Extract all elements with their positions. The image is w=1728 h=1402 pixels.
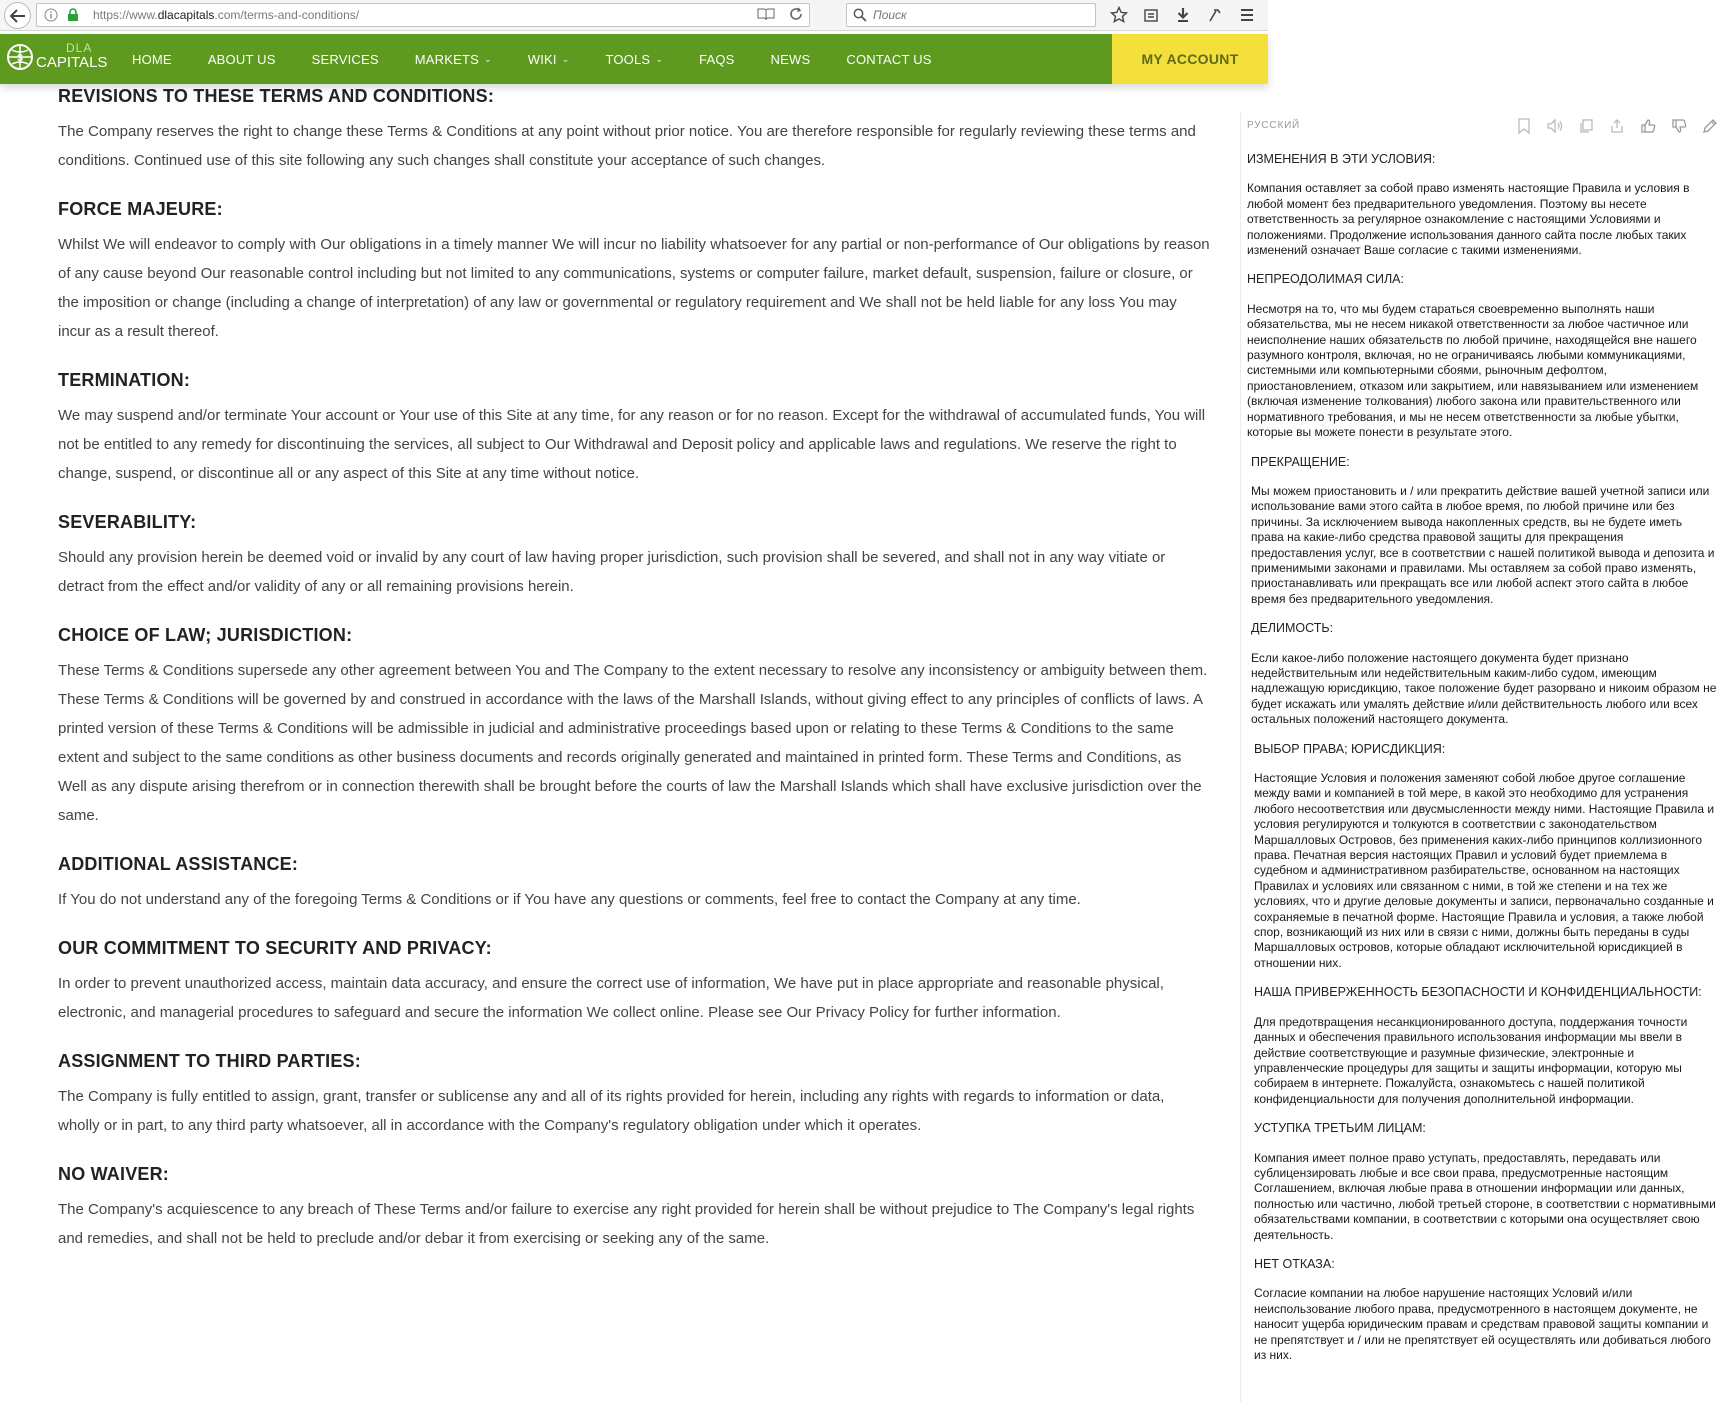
translation-block [1247, 1121, 1717, 1243]
translation-text: Настоящие Условия и положения заменяют собой любое другое соглашение между вами и компанией в той мере, в какой это необходимо для устранения любого несоответствия или двусмысленности между ними. Настоящие Правила и условия регулируются и толкуются в соответствии с законодательством Маршалловых Островов, без применения каких-либо принципов коллизионного права. Печатная версия настоящих Правил и условий будет приемлема в судебном и административном разбирательстве, основанном на настоящих Правилах и условиях или связанном с ними, в той же степени и на тех же условиях, что и другие деловые документы и записи, первоначально созданные и сохраняемые в печатной форме. Настоящие Правила и условия, а также любой спор, возникающий из них или в связи с ними, должны быть переданы в суды Маршалловых островов, которые обладают исключительной юрисдикцией в отношении них. [1254, 771, 1715, 970]
nav-item-label: FAQS [699, 51, 735, 67]
translation-block [1247, 742, 1717, 972]
section-title: TERMINATION: [58, 370, 191, 390]
terms-section [58, 199, 1210, 346]
nav-item-contact-us[interactable] [828, 52, 949, 67]
nav-item-wiki[interactable] [510, 52, 588, 67]
nav-item-label: MARKETS [414, 51, 479, 67]
address-bar[interactable] [36, 3, 810, 27]
translation-text: Согласие компании на любое нарушение настоящих Условий и/или неиспользование любого права, предусмотренного в настоящем документе, не наносит ущерба юридическим правам и средствам правовой защиты компании и не препятствует и / или не препятствует ей осуществлять или добиваться любого из них. [1254, 1286, 1711, 1362]
translation-title: ПРЕКРАЩЕНИЕ: [1251, 454, 1350, 469]
translation-panel [1240, 112, 1728, 1402]
nav-item-label: WIKI [527, 51, 557, 67]
section-body: Whilst We will endeavor to comply with Our obligations in a timely manner We will incur no liability whatsoever for any partial or non-performance of Our obligations by reason of any cause beyond Our reasonable control including but not limited to any communications, systems or computer failure, market default, suspension, failure or closure, or the imposition or change (including a change of interpretation) of any law or governmental or regulatory requirement and We shall not be held liable for any loss You may incur as a result thereof. [58, 236, 1210, 340]
search-input[interactable] [871, 7, 1075, 23]
download-icon[interactable] [1172, 5, 1194, 25]
translation-title: ДЕЛИМОСТЬ: [1251, 621, 1334, 636]
nav-item-faqs[interactable] [681, 52, 752, 67]
terms-section [58, 370, 1210, 488]
section-title: REVISIONS TO THESE TERMS AND CONDITIONS: [58, 86, 495, 106]
translation-title: НЕТ ОТКАЗА: [1254, 1256, 1335, 1271]
chevron-down-icon: ⌄ [655, 53, 664, 64]
section-body: We may suspend and/or terminate Your account or Your use of this Site at any time, for any reason or for no reason. Except for the withdrawal of accumulated funds, You will not be entitled to any remedy for discontinuing the services, all subject to Our Withdrawal and Deposit policy and applicable laws and regulations. We reserve the right to change, suspend, or discontinue all or any aspect of this Site at any time without notice. [58, 407, 1206, 482]
share-icon[interactable] [1606, 116, 1628, 136]
translation-title: ИЗМЕНЕНИЯ В ЭТИ УСЛОВИЯ: [1247, 152, 1436, 166]
nav-item-label: TOOLS [605, 51, 651, 67]
nav-item-news[interactable] [753, 52, 829, 67]
nav-menu [114, 34, 950, 84]
browser-toolbar [0, 0, 1268, 31]
search-box[interactable] [846, 3, 1096, 27]
nav-item-about-us[interactable] [190, 52, 294, 67]
section-title: ASSIGNMENT TO THIRD PARTIES: [58, 1051, 361, 1071]
section-title: ADDITIONAL ASSISTANCE: [58, 854, 299, 874]
lock-icon[interactable] [65, 7, 81, 23]
translation-text: Компания оставляет за собой право изменять настоящие Правила и условия в любой момент без предварительного уведомления. Поэтому вы несете ответственность за регулярное ознакомление с настоящими Условиями и положениями. Продолжение использования данного сайта после любых таких изменений означает Ваше согласие с такими изменениями. [1247, 181, 1690, 258]
site-navbar [0, 34, 1268, 84]
section-title: CHOICE OF LAW; JURISDICTION: [58, 625, 353, 645]
translation-text: Для предотвращения несанкционированного доступа, поддержания точности данных и обеспечения правильного использования информации мы ввели в действие соответствующие и разумные физические, электронные и управленческие процедуры для защиты и защиты информации, которую мы собираем в интернете. Пожалуйста, ознакомьтесь с нашей политикой конфиденциальности для получения дополнительной информации. [1254, 1014, 1688, 1106]
section-body: If You do not understand any of the foregoing Terms & Conditions or if You have any questions or comments, feel free to contact the Company at any time. [58, 891, 1081, 908]
terms-section [58, 938, 1210, 1027]
back-arrow-icon [10, 9, 26, 23]
nav-item-label: SERVICES [311, 51, 379, 67]
extension-icon[interactable] [1204, 5, 1226, 25]
nav-item-tools[interactable] [587, 52, 681, 67]
section-body: In order to prevent unauthorized access, maintain data accuracy, and ensure the correct use of information, We have put in place appropriate and reasonable physical, electronic, and managerial procedures to safeguard and secure the information We collect online. Please see Our Privacy Policy for further information. [58, 975, 1164, 1021]
translation-block [1247, 985, 1717, 1107]
logo-text-capitals: CAPITALS [36, 53, 108, 71]
speaker-icon[interactable] [1544, 116, 1566, 136]
terms-section [58, 86, 1210, 175]
nav-item-home[interactable] [114, 52, 190, 67]
bookmarks-list-icon[interactable] [1140, 5, 1162, 25]
translation-block [1247, 1257, 1717, 1363]
translation-body [1247, 152, 1717, 1377]
translation-header [1241, 112, 1728, 140]
terms-section [58, 1051, 1210, 1140]
section-body: These Terms & Conditions supersede any other agreement between You and The Company to the extent necessary to resolve any inconsistency or ambiguity between them. These Terms & Conditions will be governed by and construed in accordance with the laws of the Marshall Islands, without giving effect to any principles of conflicts of laws. A printed version of these Terms & Conditions will be admissible in judicial and administrative proceedings based upon or relating to these Terms & Conditions to the same extent and subject to the same conditions as other business documents and records originally generated and maintained in printed form. These Terms and Conditions, as Well as any dispute arising therefrom or in connection therewith shall be brought before the courts of law the Marshall Islands which shall have exclusive jurisdiction over the same. [58, 662, 1208, 824]
translation-language-label: РУССКИЙ [1247, 120, 1301, 131]
nav-item-label: NEWS [770, 51, 811, 67]
translation-block [1247, 621, 1717, 727]
info-icon[interactable] [43, 7, 59, 23]
nav-item-services[interactable] [294, 52, 397, 67]
edit-pencil-icon[interactable] [1699, 116, 1721, 136]
thumbs-up-icon[interactable] [1637, 116, 1659, 136]
translation-title: УСТУПКА ТРЕТЬИМ ЛИЦАМ: [1254, 1121, 1426, 1136]
translation-text: Если какое-либо положение настоящего документа будет признано недействительным или недействительным каким-либо судом, имеющим надлежащую юрисдикцию, такое положение будет разорвано и никоим образом не будет искажать или умалять действие и/или действительность любого или всех остальных положений настоящего документа. [1251, 650, 1717, 727]
nav-item-label: HOME [132, 51, 172, 67]
translation-block [1247, 152, 1717, 258]
chevron-down-icon: ⌄ [484, 53, 492, 64]
terms-section [58, 854, 1210, 914]
nav-item-label: CONTACT US [846, 51, 932, 67]
terms-content [58, 86, 1210, 1277]
site-logo[interactable] [6, 40, 108, 71]
search-icon [853, 8, 867, 22]
logo-text-dla: DLA [66, 40, 93, 55]
bookmark-icon[interactable] [1513, 116, 1535, 136]
section-title: NO WAIVER: [58, 1164, 170, 1184]
translation-title: ВЫБОР ПРАВА; ЮРИСДИКЦИЯ: [1254, 741, 1446, 756]
translation-title: НАША ПРИВЕРЖЕННОСТЬ БЕЗОПАСНОСТИ И КОНФИДЕНЦИАЛЬНОСТИ: [1254, 985, 1702, 1000]
translation-text: Мы можем приостановить и / или прекратить действие вашей учетной записи или использование вами этого сайта в любое время, по любой причине или без причины. За исключением вывода накопленных средств, вы не будете иметь права на какие-либо средства правовой защиты для прекращения предоставления услуг, все в соответствии с нашей политикой вывода и депозита и применимыми законами и правилами. Мы оставляем за собой право изменять, приостанавливать или прекращать все или любой аспект этого сайта в любое время без предварительного уведомления. [1251, 483, 1715, 606]
bookmark-star-icon[interactable] [1108, 5, 1130, 25]
nav-item-markets[interactable] [397, 52, 510, 67]
section-title: OUR COMMITMENT TO SECURITY AND PRIVACY: [58, 938, 492, 958]
nav-item-label: ABOUT US [207, 51, 276, 67]
svg-text:$: $ [17, 53, 23, 64]
chevron-down-icon: ⌄ [561, 53, 570, 64]
translation-title: НЕПРЕОДОЛИМАЯ СИЛА: [1247, 272, 1404, 287]
section-body: The Company's acquiescence to any breach of These Terms and/or failure to exercise any right provided for herein shall be without prejudice to The Company's legal rights and remedies, and shall not be held to preclude and/or debar it from exercising or seeking any of the same. [58, 1201, 1195, 1247]
thumbs-down-icon[interactable] [1668, 116, 1690, 136]
reader-view-icon[interactable] [757, 7, 775, 26]
translation-block [1247, 272, 1717, 440]
logo-globe-icon [6, 43, 34, 71]
copy-icon[interactable] [1575, 116, 1597, 136]
section-title: FORCE MAJEURE: [58, 199, 223, 219]
translation-text: Несмотря на то, что мы будем стараться своевременно выполнять наши обязательства, мы не несем никакой ответственности за любое частичное или неисполнение наших обязательств по любой причине, находящейся вне нашего разумного контроля, включая, но не ограничиваясь любыми коммуникациями, системными или компьютерными сбоями, рыночным дефолтом, приостановлением, отказом или закрытием, или навязыванием или изменением (включая изменение толкования) любого закона или правительственного или нормативного требования, и мы не несем ответственности за любые убытки, которые вы можете понести в результате этого. [1247, 301, 1699, 440]
translation-text: Компания имеет полное право уступать, предоставлять, передавать или сублицензировать любые и все свои права, предусмотренные настоящим Соглашением, включая любые права в отношении информации или данных, полностью или частично, любой третьей стороне, в соответствии с нормативными обязательствами компании, в соответствии с которыми она осуществляет свою деятельность. [1254, 1150, 1716, 1242]
translation-block [1247, 455, 1717, 608]
url-text[interactable]: https://www.dlacapitals.com/terms-and-conditions/ [93, 8, 360, 22]
terms-section [58, 1164, 1210, 1253]
section-body: The Company reserves the right to change these Terms & Conditions at any point without prior notice. You are therefore responsible for regularly reviewing these terms and conditions. Continued use of this site following any such changes shall constitute your acceptance of such changes. [58, 123, 1196, 169]
menu-hamburger-icon[interactable] [1236, 5, 1258, 25]
terms-section [58, 512, 1210, 601]
section-body: The Company is fully entitled to assign, grant, transfer or sublicense any and all of its rights provided for herein, including any rights with regards to information or data, wholly or in part, to any third party whatsoever, all in accordance with the Company's regulatory obligation under which it operates. [58, 1088, 1165, 1134]
back-button[interactable] [4, 2, 31, 29]
section-title: SEVERABILITY: [58, 512, 197, 532]
terms-section [58, 625, 1210, 830]
my-account-button[interactable]: MY ACCOUNT [1112, 34, 1268, 84]
section-body: Should any provision herein be deemed void or invalid by any court of law having proper jurisdiction, such provision shall be severed, and shall not in any way vitiate or detract from the effect and/or validity of any or all remaining provisions herein. [58, 549, 1166, 595]
reload-icon[interactable] [789, 7, 803, 26]
